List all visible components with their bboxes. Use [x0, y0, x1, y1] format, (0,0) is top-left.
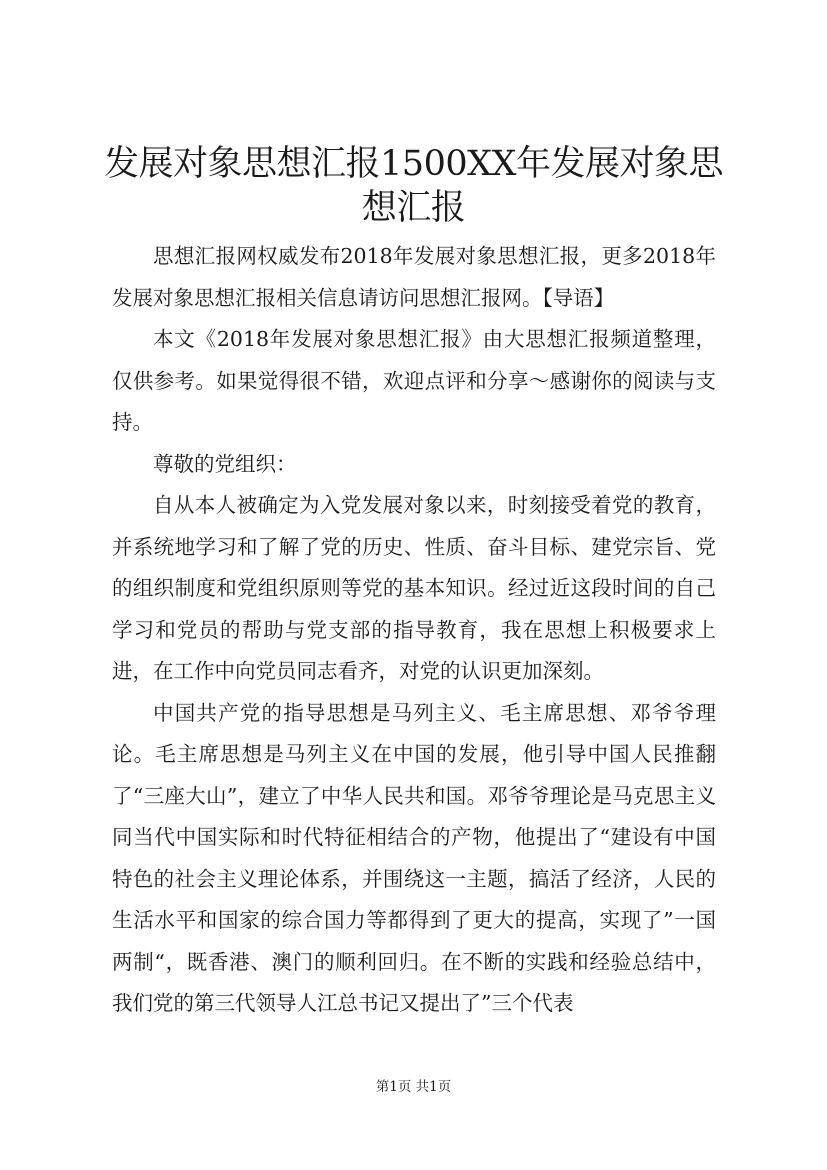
paragraph-body-2: 中国共产党的指导思想是马列主义、毛主席思想、邓爷爷理论。毛主席思想是马列主义在中国的发展，他引导中国人民推翻了“三座大山”，建立了中华人民共和国。邓爷爷理论是马克思主义同当代中国实际和时代特征相结合的产物，他提出了“建设有中国特色的社会主义理论体系，并围绕这一主题，搞活了经济，人民的生活水平和国家的综合国力等都得到了更大的提高，实现了”一国两制“，既香港、澳门的顺利回归。在不断的实践和经验总结中，我们党的第三代领导人江总书记又提出了”三个代表 [112, 700, 716, 1015]
document-body [112, 236, 716, 1025]
document-title: 发展对象思想汇报1500XX年发展对象思想汇报 [104, 144, 723, 228]
paragraph-note: 本文《2018年发展对象思想汇报》由大思想汇报频道整理，仅供参考。如果觉得很不错，欢迎点评和分享～感谢你的阅读与支持。 [112, 327, 716, 434]
page-footer: 第1页 共1页 [375, 1079, 452, 1095]
paragraph-salutation: 尊敬的党组织： [153, 451, 297, 476]
paragraph-intro: 思想汇报网权威发布2018年发展对象思想汇报，更多2018年发展对象思想汇报相关信息请访问思想汇报网。【导语】 [112, 244, 716, 310]
paragraph-body-1: 自从本人被确定为入党发展对象以来，时刻接受着党的教育，并系统地学习和了解了党的历史、性质、奋斗目标、建党宗旨、党的组织制度和党组织原则等党的基本知识。经过近这段时间的自己学习和党员的帮助与党支部的指导教育，我在思想上积极要求上进，在工作中向党员同志看齐，对党的认识更加深刻。 [112, 493, 716, 683]
